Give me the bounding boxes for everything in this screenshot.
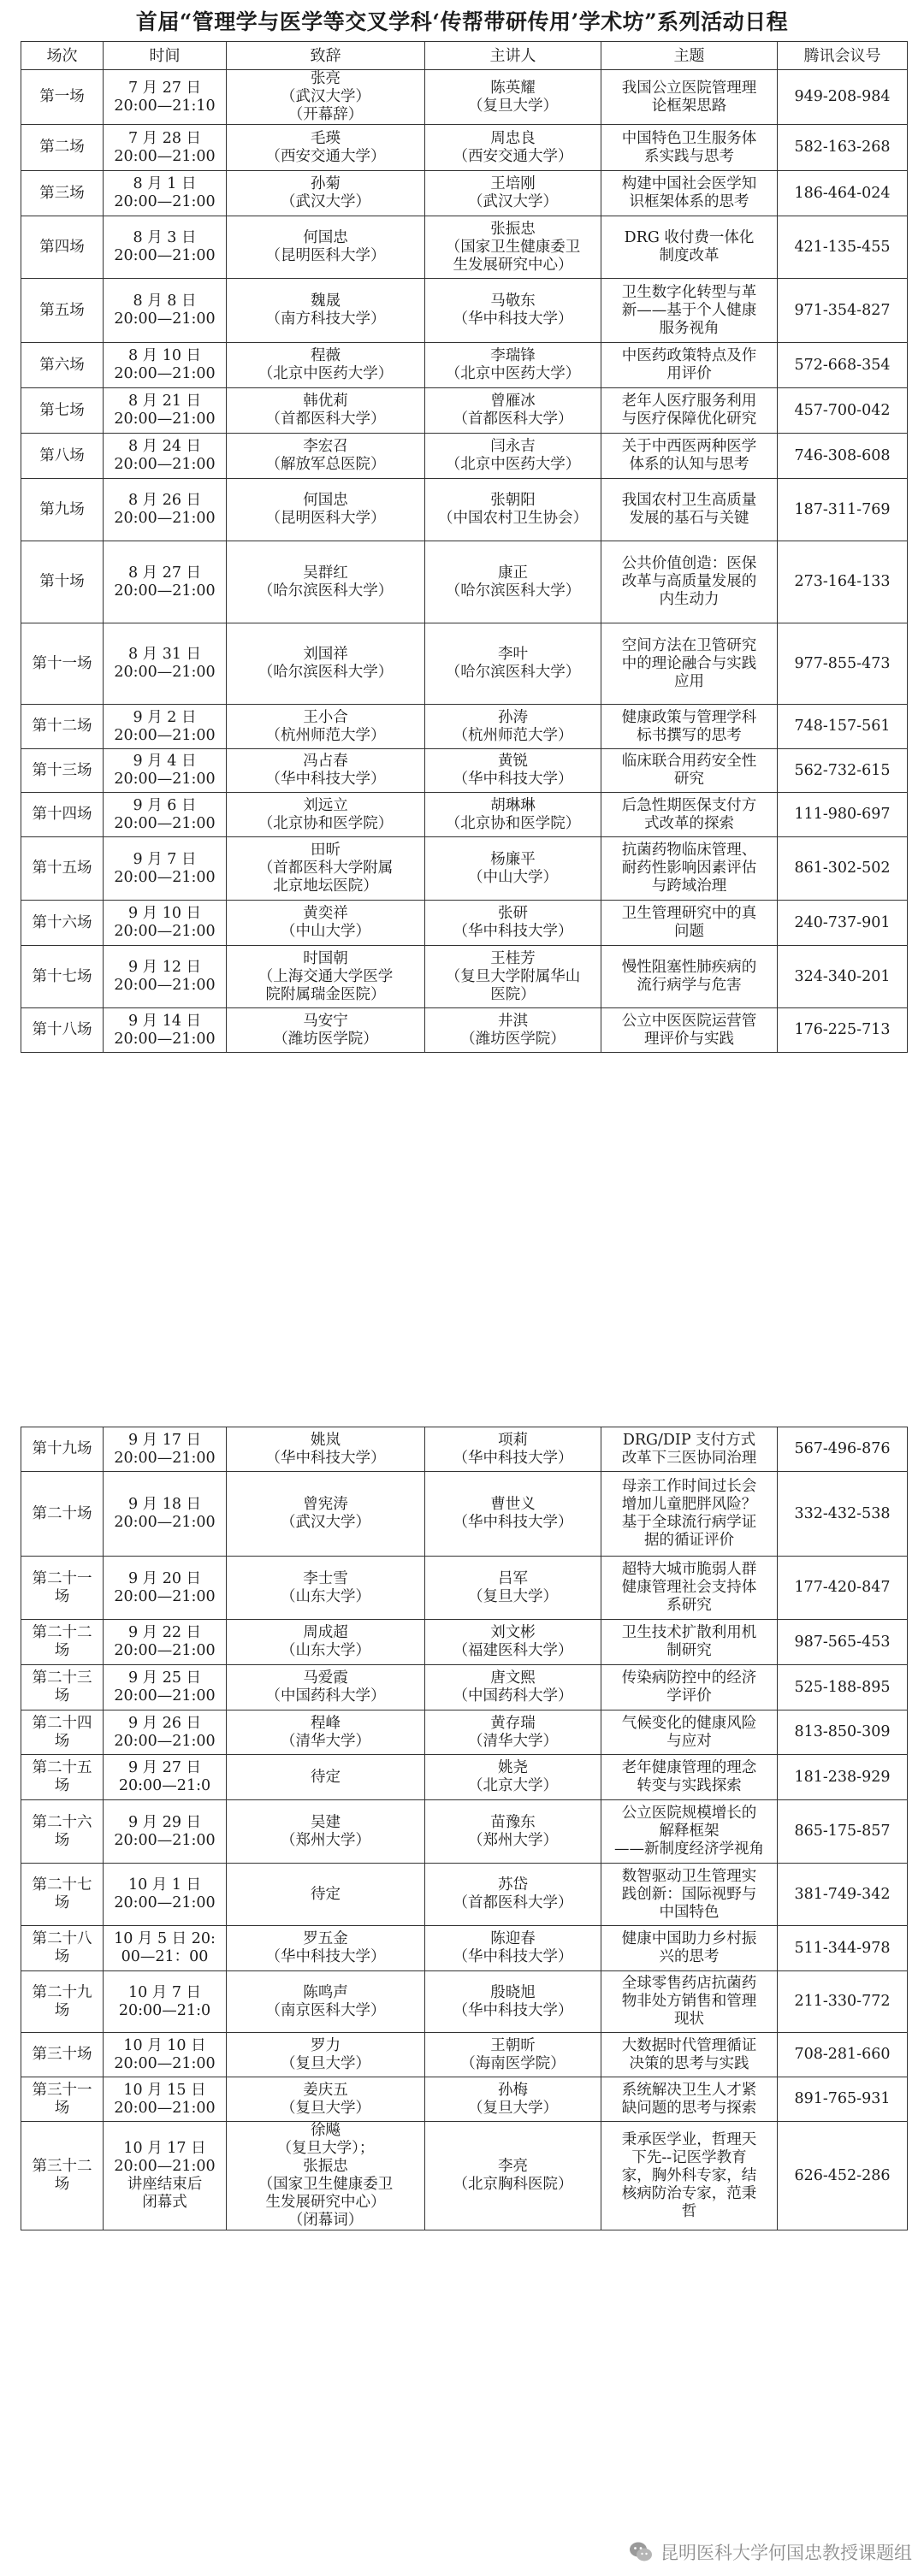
cell-meeting: 186-464-024 xyxy=(778,171,908,216)
cell-opening: 周成超 （山东大学） xyxy=(227,1620,425,1665)
table-row xyxy=(21,749,908,793)
table-row xyxy=(21,705,908,749)
cell-opening: 韩优莉 （首都医科大学） xyxy=(227,388,425,434)
cell-meeting: 987-565-453 xyxy=(778,1620,908,1665)
header-speaker: 主讲人 xyxy=(425,42,601,70)
cell-opening: 罗力 （复旦大学） xyxy=(227,2033,425,2077)
table-row xyxy=(21,1755,908,1800)
cell-meeting: 891-765-931 xyxy=(778,2077,908,2122)
cell-speaker: 王桂芳 （复旦大学附属华山 医院） xyxy=(425,946,601,1008)
cell-meeting: 273-164-133 xyxy=(778,541,908,623)
cell-theme: 全球零售药店抗菌药 物非处方销售和管理 现状 xyxy=(601,1971,778,2033)
cell-time: 9 月 26 日 20:00—21:00 xyxy=(104,1710,227,1755)
table-row xyxy=(21,125,908,171)
cell-time: 9 月 12 日 20:00—21:00 xyxy=(104,946,227,1008)
cell-session: 第二十场 xyxy=(21,1472,104,1557)
cell-speaker: 曹世义 （华中科技大学） xyxy=(425,1472,601,1557)
cell-speaker: 马敬东 （华中科技大学） xyxy=(425,279,601,343)
cell-theme: 母亲工作时间过长会 增加儿童肥胖风险？ 基于全球流行病学证 据的循证评价 xyxy=(601,1472,778,1557)
cell-opening: 待定 xyxy=(227,1755,425,1800)
cell-opening: 吴建 （郑州大学） xyxy=(227,1800,425,1864)
cell-session: 第九场 xyxy=(21,479,104,541)
cell-opening: 马爱霞 （中国药科大学） xyxy=(227,1665,425,1710)
cell-speaker: 李亮 （北京胸科医院） xyxy=(425,2122,601,2230)
cell-meeting: 240-737-901 xyxy=(778,901,908,946)
cell-opening: 程峰 （清华大学） xyxy=(227,1710,425,1755)
cell-time: 10 月 17 日 20:00—21:00 讲座结束后 闭幕式 xyxy=(104,2122,227,2230)
table-row xyxy=(21,1971,908,2033)
cell-opening: 魏晟 （南方科技大学） xyxy=(227,279,425,343)
cell-session: 第三十场 xyxy=(21,2033,104,2077)
cell-theme: 中国特色卫生服务体 系实践与思考 xyxy=(601,125,778,171)
cell-meeting: 572-668-354 xyxy=(778,343,908,388)
cell-opening: 黄奕祥 （中山大学） xyxy=(227,901,425,946)
cell-opening: 罗五金 （华中科技大学） xyxy=(227,1926,425,1971)
cell-session: 第二十四 场 xyxy=(21,1710,104,1755)
cell-speaker: 陈迎春 （华中科技大学） xyxy=(425,1926,601,1971)
cell-session: 第十九场 xyxy=(21,1427,104,1472)
table-row xyxy=(21,1665,908,1710)
cell-theme: 超特大城市脆弱人群 健康管理社会支持体 系研究 xyxy=(601,1557,778,1620)
table-row xyxy=(21,1864,908,1926)
table-row xyxy=(21,479,908,541)
table-row xyxy=(21,1926,908,1971)
cell-theme: 数智驱动卫生管理实 践创新：国际视野与 中国特色 xyxy=(601,1864,778,1926)
cell-session: 第十八场 xyxy=(21,1008,104,1053)
cell-theme: 慢性阻塞性肺疾病的 流行病学与危害 xyxy=(601,946,778,1008)
table-row xyxy=(21,1710,908,1755)
cell-speaker: 黄锐 （华中科技大学） xyxy=(425,749,601,793)
cell-time: 7 月 27 日 20:00—21:10 xyxy=(104,70,227,125)
cell-session: 第十一场 xyxy=(21,623,104,705)
cell-meeting: 813-850-309 xyxy=(778,1710,908,1755)
cell-time: 9 月 7 日 20:00—21:00 xyxy=(104,837,227,901)
cell-opening: 冯占春 （华中科技大学） xyxy=(227,749,425,793)
cell-opening: 毛瑛 （西安交通大学） xyxy=(227,125,425,171)
table-row xyxy=(21,1427,908,1472)
cell-time: 9 月 6 日 20:00—21:00 xyxy=(104,793,227,837)
cell-theme: 公立中医医院运营管 理评价与实践 xyxy=(601,1008,778,1053)
cell-meeting: 421-135-455 xyxy=(778,216,908,279)
cell-speaker: 唐文熙 （中国药科大学） xyxy=(425,1665,601,1710)
cell-session: 第二场 xyxy=(21,125,104,171)
cell-speaker: 王朝昕 （海南医学院） xyxy=(425,2033,601,2077)
cell-meeting: 211-330-772 xyxy=(778,1971,908,2033)
cell-session: 第二十一 场 xyxy=(21,1557,104,1620)
cell-time: 9 月 18 日 20:00—21:00 xyxy=(104,1472,227,1557)
cell-session: 第五场 xyxy=(21,279,104,343)
header-session: 场次 xyxy=(21,42,104,70)
table-row xyxy=(21,901,908,946)
cell-theme: 健康政策与管理学科 标书撰写的思考 xyxy=(601,705,778,749)
cell-theme: 公立医院规模增长的 解释框架 ——新制度经济学视角 xyxy=(601,1800,778,1864)
cell-time: 10 月 1 日 20:00—21:00 xyxy=(104,1864,227,1926)
table-row xyxy=(21,2077,908,2122)
cell-theme: 系统解决卫生人才紧 缺问题的思考与探索 xyxy=(601,2077,778,2122)
cell-opening: 吴群红 （哈尔滨医科大学） xyxy=(227,541,425,623)
cell-speaker: 吕军 （复旦大学） xyxy=(425,1557,601,1620)
cell-theme: 后急性期医保支付方 式改革的探索 xyxy=(601,793,778,837)
header-opening: 致辞 xyxy=(227,42,425,70)
cell-theme: 卫生数字化转型与革 新——基于个人健康 服务视角 xyxy=(601,279,778,343)
cell-meeting: 111-980-697 xyxy=(778,793,908,837)
cell-time: 9 月 27 日 20:00—21:0 xyxy=(104,1755,227,1800)
cell-meeting: 861-302-502 xyxy=(778,837,908,901)
cell-speaker: 闫永吉 （北京中医药大学） xyxy=(425,434,601,479)
cell-opening: 刘国祥 （哈尔滨医科大学） xyxy=(227,623,425,705)
cell-theme: 卫生技术扩散利用机 制研究 xyxy=(601,1620,778,1665)
cell-opening: 时国朝 （上海交通大学医学 院附属瑞金医院） xyxy=(227,946,425,1008)
cell-speaker: 陈英耀 （复旦大学） xyxy=(425,70,601,125)
cell-session: 第十五场 xyxy=(21,837,104,901)
cell-time: 10 月 5 日 20: 00—21：00 xyxy=(104,1926,227,1971)
cell-meeting: 332-432-538 xyxy=(778,1472,908,1557)
table-row xyxy=(21,388,908,434)
cell-speaker: 孙梅 （复旦大学） xyxy=(425,2077,601,2122)
cell-session: 第四场 xyxy=(21,216,104,279)
cell-time: 8 月 31 日 20:00—21:00 xyxy=(104,623,227,705)
cell-time: 9 月 10 日 20:00—21:00 xyxy=(104,901,227,946)
cell-session: 第十三场 xyxy=(21,749,104,793)
cell-opening: 李士雪 （山东大学） xyxy=(227,1557,425,1620)
cell-opening: 姜庆五 （复旦大学） xyxy=(227,2077,425,2122)
page-title: 首届“管理学与医学等交叉学科‘传帮带研传用’学术坊”系列活动日程 xyxy=(135,9,789,34)
cell-meeting: 177-420-847 xyxy=(778,1557,908,1620)
cell-speaker: 刘文彬 （福建医科大学） xyxy=(425,1620,601,1665)
cell-session: 第三十二 场 xyxy=(21,2122,104,2230)
table-row xyxy=(21,171,908,216)
cell-time: 8 月 1 日 20:00—21:00 xyxy=(104,171,227,216)
cell-meeting: 567-496-876 xyxy=(778,1427,908,1472)
wechat-icon xyxy=(628,2539,654,2565)
schedule-table-part1 xyxy=(21,41,908,1053)
cell-meeting: 949-208-984 xyxy=(778,70,908,125)
table-row xyxy=(21,2033,908,2077)
cell-opening: 曾宪涛 （武汉大学） xyxy=(227,1472,425,1557)
cell-meeting: 525-188-895 xyxy=(778,1665,908,1710)
cell-speaker: 李瑞锋 （北京中医药大学） xyxy=(425,343,601,388)
cell-meeting: 511-344-978 xyxy=(778,1926,908,1971)
cell-time: 10 月 7 日 20:00—21:0 xyxy=(104,1971,227,2033)
cell-time: 9 月 2 日 20:00—21:00 xyxy=(104,705,227,749)
cell-opening: 马安宁 （潍坊医学院） xyxy=(227,1008,425,1053)
cell-theme: 老年人医疗服务利用 与医疗保障优化研究 xyxy=(601,388,778,434)
table-row xyxy=(21,1557,908,1620)
cell-speaker: 姚尧 （北京大学） xyxy=(425,1755,601,1800)
cell-time: 9 月 20 日 20:00—21:00 xyxy=(104,1557,227,1620)
cell-speaker: 苏岱 （首都医科大学） xyxy=(425,1864,601,1926)
cell-opening: 程薇 （北京中医药大学） xyxy=(227,343,425,388)
cell-meeting: 971-354-827 xyxy=(778,279,908,343)
cell-theme: 我国公立医院管理理 论框架思路 xyxy=(601,70,778,125)
cell-speaker: 张振忠 （国家卫生健康委卫 生发展研究中心） xyxy=(425,216,601,279)
cell-time: 10 月 10 日 20:00—21:00 xyxy=(104,2033,227,2077)
table-row xyxy=(21,216,908,279)
cell-theme: 大数据时代管理循证 决策的思考与实践 xyxy=(601,2033,778,2077)
cell-speaker: 胡琳琳 （北京协和医学院） xyxy=(425,793,601,837)
cell-session: 第三十一 场 xyxy=(21,2077,104,2122)
cell-time: 8 月 21 日 20:00—21:00 xyxy=(104,388,227,434)
table-row xyxy=(21,2122,908,2230)
watermark xyxy=(628,2537,912,2567)
cell-meeting: 977-855-473 xyxy=(778,623,908,705)
table-row xyxy=(21,1620,908,1665)
cell-opening: 陈鸣声 （南京医科大学） xyxy=(227,1971,425,2033)
cell-session: 第二十五 场 xyxy=(21,1755,104,1800)
cell-time: 8 月 3 日 20:00—21:00 xyxy=(104,216,227,279)
cell-session: 第七场 xyxy=(21,388,104,434)
cell-meeting: 746-308-608 xyxy=(778,434,908,479)
cell-speaker: 殷晓旭 （华中科技大学） xyxy=(425,1971,601,2033)
cell-speaker: 曾雁冰 （首都医科大学） xyxy=(425,388,601,434)
cell-session: 第十六场 xyxy=(21,901,104,946)
cell-time: 7 月 28 日 20:00—21:00 xyxy=(104,125,227,171)
cell-time: 9 月 4 日 20:00—21:00 xyxy=(104,749,227,793)
table-row xyxy=(21,70,908,125)
cell-time: 9 月 25 日 20:00—21:00 xyxy=(104,1665,227,1710)
table-row xyxy=(21,279,908,343)
cell-session: 第十四场 xyxy=(21,793,104,837)
cell-time: 9 月 22 日 20:00—21:00 xyxy=(104,1620,227,1665)
cell-theme: 空间方法在卫管研究 中的理论融合与实践 应用 xyxy=(601,623,778,705)
table-row xyxy=(21,946,908,1008)
cell-theme: 构建中国社会医学知 识框架体系的思考 xyxy=(601,171,778,216)
cell-session: 第六场 xyxy=(21,343,104,388)
cell-opening: 田昕 （首都医科大学附属 北京地坛医院） xyxy=(227,837,425,901)
cell-opening: 何国忠 （昆明医科大学） xyxy=(227,479,425,541)
cell-session: 第二十二 场 xyxy=(21,1620,104,1665)
table-row xyxy=(21,1800,908,1864)
cell-time: 9 月 14 日 20:00—21:00 xyxy=(104,1008,227,1053)
cell-opening: 刘远立 （北京协和医学院） xyxy=(227,793,425,837)
cell-theme: 健康中国助力乡村振 兴的思考 xyxy=(601,1926,778,1971)
cell-theme: 老年健康管理的理念 转变与实践探索 xyxy=(601,1755,778,1800)
cell-opening: 李宏召 （解放军总医院） xyxy=(227,434,425,479)
cell-theme: 气候变化的健康风险 与应对 xyxy=(601,1710,778,1755)
cell-session: 第二十九 场 xyxy=(21,1971,104,2033)
cell-session: 第十场 xyxy=(21,541,104,623)
cell-time: 9 月 17 日 20:00—21:00 xyxy=(104,1427,227,1472)
cell-session: 第一场 xyxy=(21,70,104,125)
cell-session: 第二十三 场 xyxy=(21,1665,104,1710)
table-row xyxy=(21,1008,908,1053)
cell-meeting: 582-163-268 xyxy=(778,125,908,171)
cell-opening: 何国忠 （昆明医科大学） xyxy=(227,216,425,279)
cell-opening: 徐飚 （复旦大学）； 张振忠 （国家卫生健康委卫 生发展研究中心） （闭幕词） xyxy=(227,2122,425,2230)
cell-meeting: 865-175-857 xyxy=(778,1800,908,1864)
cell-speaker: 井淇 （潍坊医学院） xyxy=(425,1008,601,1053)
cell-time: 9 月 29 日 20:00—21:00 xyxy=(104,1800,227,1864)
table-row xyxy=(21,1472,908,1557)
table-row xyxy=(21,623,908,705)
cell-session: 第二十七 场 xyxy=(21,1864,104,1926)
cell-meeting: 324-340-201 xyxy=(778,946,908,1008)
cell-opening: 张亮 （武汉大学） （开幕辞） xyxy=(227,70,425,125)
cell-speaker: 苗豫东 （郑州大学） xyxy=(425,1800,601,1864)
table-row xyxy=(21,343,908,388)
cell-meeting: 708-281-660 xyxy=(778,2033,908,2077)
table-row xyxy=(21,541,908,623)
cell-theme: 中医药政策特点及作 用评价 xyxy=(601,343,778,388)
cell-speaker: 康正 （哈尔滨医科大学） xyxy=(425,541,601,623)
cell-speaker: 项莉 （华中科技大学） xyxy=(425,1427,601,1472)
cell-opening: 待定 xyxy=(227,1864,425,1926)
cell-meeting: 187-311-769 xyxy=(778,479,908,541)
cell-meeting: 457-700-042 xyxy=(778,388,908,434)
cell-meeting: 748-157-561 xyxy=(778,705,908,749)
cell-meeting: 176-225-713 xyxy=(778,1008,908,1053)
cell-time: 8 月 27 日 20:00—21:00 xyxy=(104,541,227,623)
cell-session: 第十二场 xyxy=(21,705,104,749)
cell-theme: 传染病防控中的经济 学评价 xyxy=(601,1665,778,1710)
cell-meeting: 562-732-615 xyxy=(778,749,908,793)
cell-meeting: 181-238-929 xyxy=(778,1755,908,1800)
table-row xyxy=(21,434,908,479)
cell-speaker: 杨廉平 （中山大学） xyxy=(425,837,601,901)
cell-speaker: 黄存瑞 （清华大学） xyxy=(425,1710,601,1755)
cell-theme: DRG 收付费一体化 制度改革 xyxy=(601,216,778,279)
cell-theme: DRG/DIP 支付方式 改革下三医协同治理 xyxy=(601,1427,778,1472)
cell-time: 8 月 8 日 20:00—21:00 xyxy=(104,279,227,343)
cell-opening: 王小合 （杭州师范大学） xyxy=(227,705,425,749)
cell-session: 第二十八 场 xyxy=(21,1926,104,1971)
table-row xyxy=(21,837,908,901)
cell-speaker: 王培刚 （武汉大学） xyxy=(425,171,601,216)
header-meeting: 腾讯会议号 xyxy=(778,42,908,70)
cell-session: 第十七场 xyxy=(21,946,104,1008)
cell-time: 8 月 10 日 20:00—21:00 xyxy=(104,343,227,388)
cell-theme: 秉承医学业，哲理天 下先--记医学教育 家，胸外科专家，结 核病防治专家，范秉 哲 xyxy=(601,2122,778,2230)
cell-speaker: 张研 （华中科技大学） xyxy=(425,901,601,946)
header-time: 时间 xyxy=(104,42,227,70)
cell-time: 8 月 26 日 20:00—21:00 xyxy=(104,479,227,541)
header-theme: 主题 xyxy=(601,42,778,70)
cell-opening: 姚岚 （华中科技大学） xyxy=(227,1427,425,1472)
table-row xyxy=(21,793,908,837)
cell-speaker: 李叶 （哈尔滨医科大学） xyxy=(425,623,601,705)
cell-theme: 卫生管理研究中的真 问题 xyxy=(601,901,778,946)
cell-session: 第三场 xyxy=(21,171,104,216)
cell-theme: 公共价值创造：医保 改革与高质量发展的 内生动力 xyxy=(601,541,778,623)
cell-session: 第二十六 场 xyxy=(21,1800,104,1864)
cell-theme: 临床联合用药安全性 研究 xyxy=(601,749,778,793)
cell-meeting: 381-749-342 xyxy=(778,1864,908,1926)
cell-speaker: 周忠良 （西安交通大学） xyxy=(425,125,601,171)
cell-session: 第八场 xyxy=(21,434,104,479)
schedule-table-part2 xyxy=(21,1427,908,2230)
cell-theme: 关于中西医两种医学 体系的认知与思考 xyxy=(601,434,778,479)
cell-opening: 孙菊 （武汉大学） xyxy=(227,171,425,216)
cell-speaker: 张朝阳 （中国农村卫生协会） xyxy=(425,479,601,541)
cell-theme: 抗菌药物临床管理、 耐药性影响因素评估 与跨域治理 xyxy=(601,837,778,901)
cell-time: 10 月 15 日 20:00—21:00 xyxy=(104,2077,227,2122)
cell-meeting: 626-452-286 xyxy=(778,2122,908,2230)
cell-speaker: 孙涛 （杭州师范大学） xyxy=(425,705,601,749)
table-header-row xyxy=(21,42,908,70)
watermark-text: 昆明医科大学何国忠教授课题组 xyxy=(660,2543,912,2563)
cell-theme: 我国农村卫生高质量 发展的基石与关键 xyxy=(601,479,778,541)
cell-time: 8 月 24 日 20:00—21:00 xyxy=(104,434,227,479)
